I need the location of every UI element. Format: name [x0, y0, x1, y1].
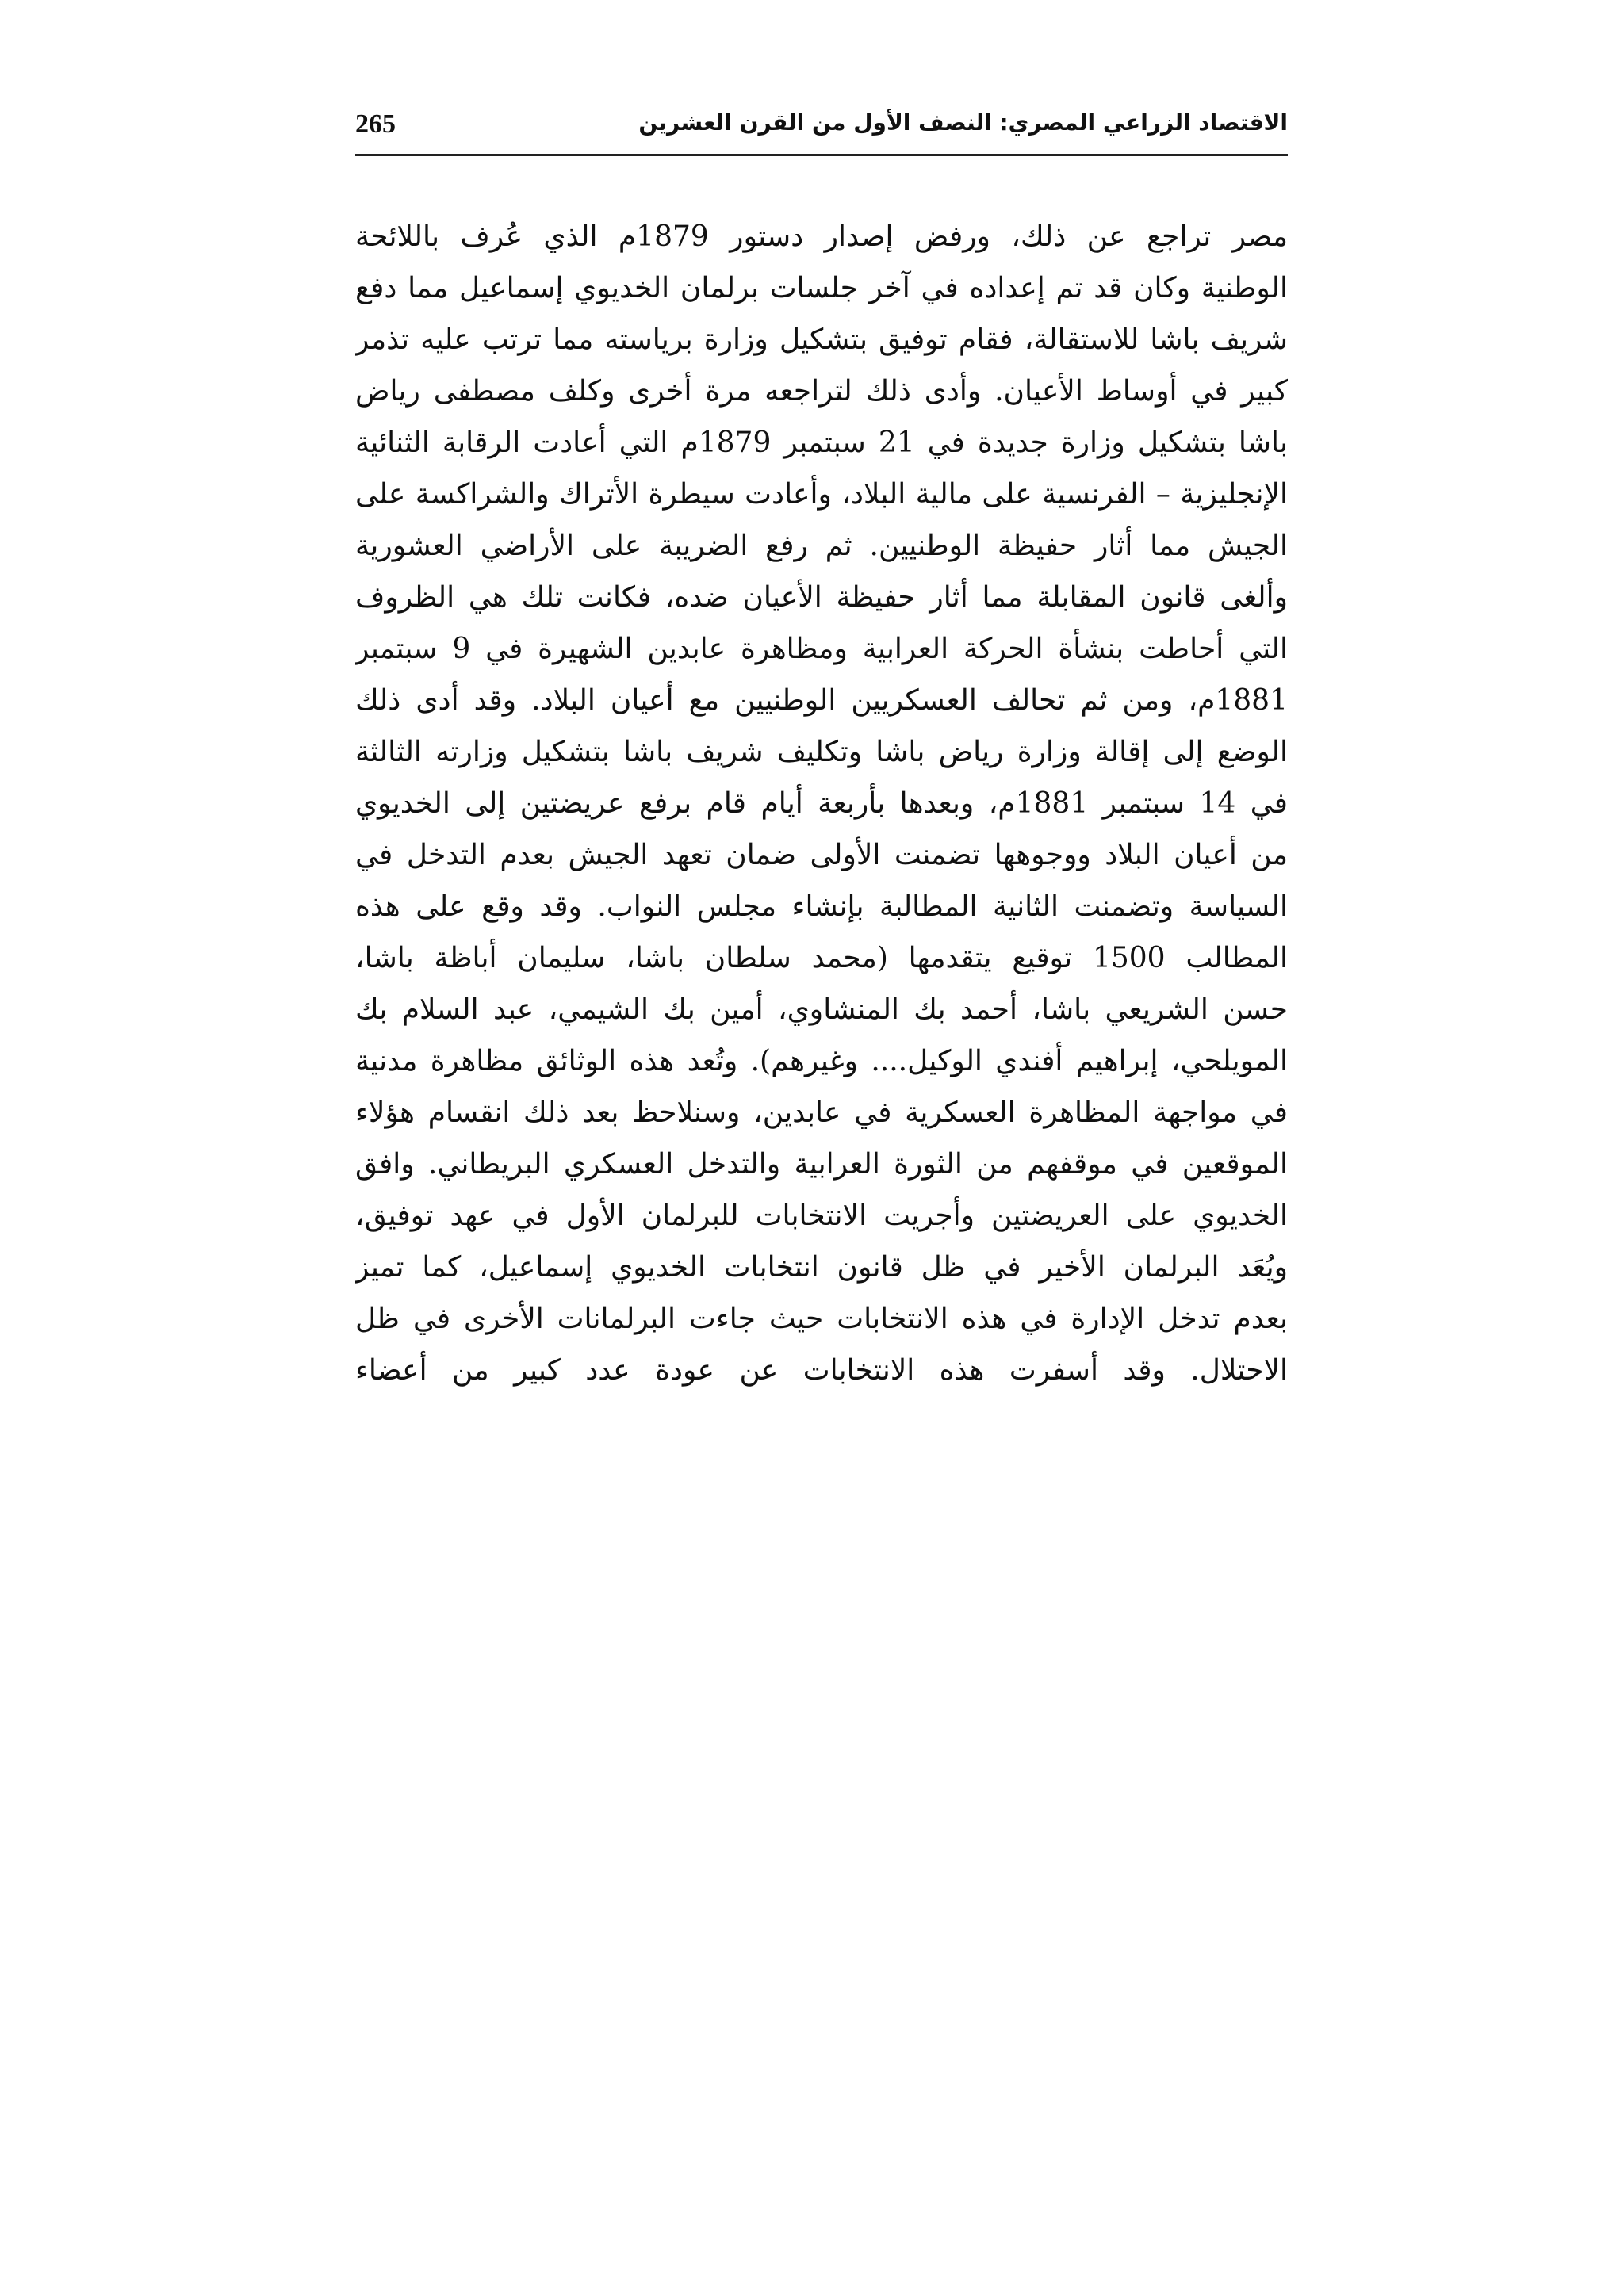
body-line: بعدم تدخل الإدارة في هذه الانتخابات حيث جاءت البرلمانات الأخرى في ظل: [355, 1303, 1288, 1335]
body-line: الموقعين في موقفهم من الثورة العرابية والتدخل العسكري البريطاني. وافق: [355, 1148, 1288, 1181]
body-line: الاحتلال. وقد أسفرت هذه الانتخابات عن عودة عدد كبير من أعضاء: [355, 1354, 1288, 1387]
body-line: الإنجليزية – الفرنسية على مالية البلاد، وأعادت سيطرة الأتراك والشراكسة على: [355, 478, 1288, 511]
body-line: المويلحي، إبراهيم أفندي الوكيل.... وغيرهم). وتُعد هذه الوثائق مظاهرة مدنية: [355, 1045, 1288, 1077]
body-line: كبير في أوساط الأعيان. وأدى ذلك لتراجعه مرة أخرى وكلف مصطفى رياض: [355, 375, 1288, 408]
body-line: حسن الشريعي باشا، أحمد بك المنشاوي، أمين بك الشيمي، عبد السلام بك: [355, 993, 1288, 1026]
body-line: الوضع إلى إقالة وزارة رياض باشا وتكليف شريف باشا بتشكيل وزارته الثالثة: [355, 736, 1288, 768]
header-divider: [355, 154, 1288, 156]
body-line: في مواجهة المظاهرة العسكرية في عابدين، وسنلاحظ بعد ذلك انقسام هؤلاء: [355, 1096, 1288, 1129]
running-title: الاقتصاد الزراعي المصري: النصف الأول من القرن العشرين: [638, 109, 1288, 136]
body-line: الوطنية وكان قد تم إعداده في آخر جلسات برلمان الخديوي إسماعيل مما دفع: [355, 272, 1288, 304]
body-line: باشا بتشكيل وزارة جديدة في 21 سبتمبر 1879م التي أعادت الرقابة الثنائية: [355, 427, 1288, 459]
page-header: [355, 105, 1288, 152]
body-line: مصر تراجع عن ذلك، ورفض إصدار دستور 1879م الذي عُرف باللائحة: [355, 220, 1288, 253]
body-line: من أعيان البلاد ووجوهها تضمنت الأولى ضمان تعهد الجيش بعدم التدخل في: [355, 839, 1288, 871]
body-line: التي أحاطت بنشأة الحركة العرابية ومظاهرة عابدين الشهيرة في 9 سبتمبر: [355, 633, 1288, 665]
body-line: 1881م، ومن ثم تحالف العسكريين الوطنيين مع أعيان البلاد. وقد أدى ذلك: [355, 684, 1288, 717]
body-line: المطالب 1500 توقيع يتقدمها (محمد سلطان باشا، سليمان أباظة باشا،: [355, 942, 1288, 974]
body-text: [355, 211, 1288, 1396]
body-line: في 14 سبتمبر 1881م، وبعدها بأربعة أيام قام برفع عريضتين إلى الخديوي: [355, 787, 1288, 820]
body-line: الخديوي على العريضتين وأجريت الانتخابات للبرلمان الأول في عهد توفيق،: [355, 1200, 1288, 1232]
body-line: السياسة وتضمنت الثانية المطالبة بإنشاء مجلس النواب. وقد وقع على هذه: [355, 890, 1288, 923]
page-number: 265: [355, 109, 396, 139]
body-line: الجيش مما أثار حفيظة الوطنيين. ثم رفع الضريبة على الأراضي العشورية: [355, 530, 1288, 562]
body-line: ويُعَد البرلمان الأخير في ظل قانون انتخابات الخديوي إسماعيل، كما تميز: [355, 1251, 1288, 1284]
body-line: وألغى قانون المقابلة مما أثار حفيظة الأعيان ضده، فكانت تلك هي الظروف: [355, 581, 1288, 614]
body-line: شريف باشا للاستقالة، فقام توفيق بتشكيل وزارة برياسته مما ترتب عليه تذمر: [355, 323, 1288, 356]
